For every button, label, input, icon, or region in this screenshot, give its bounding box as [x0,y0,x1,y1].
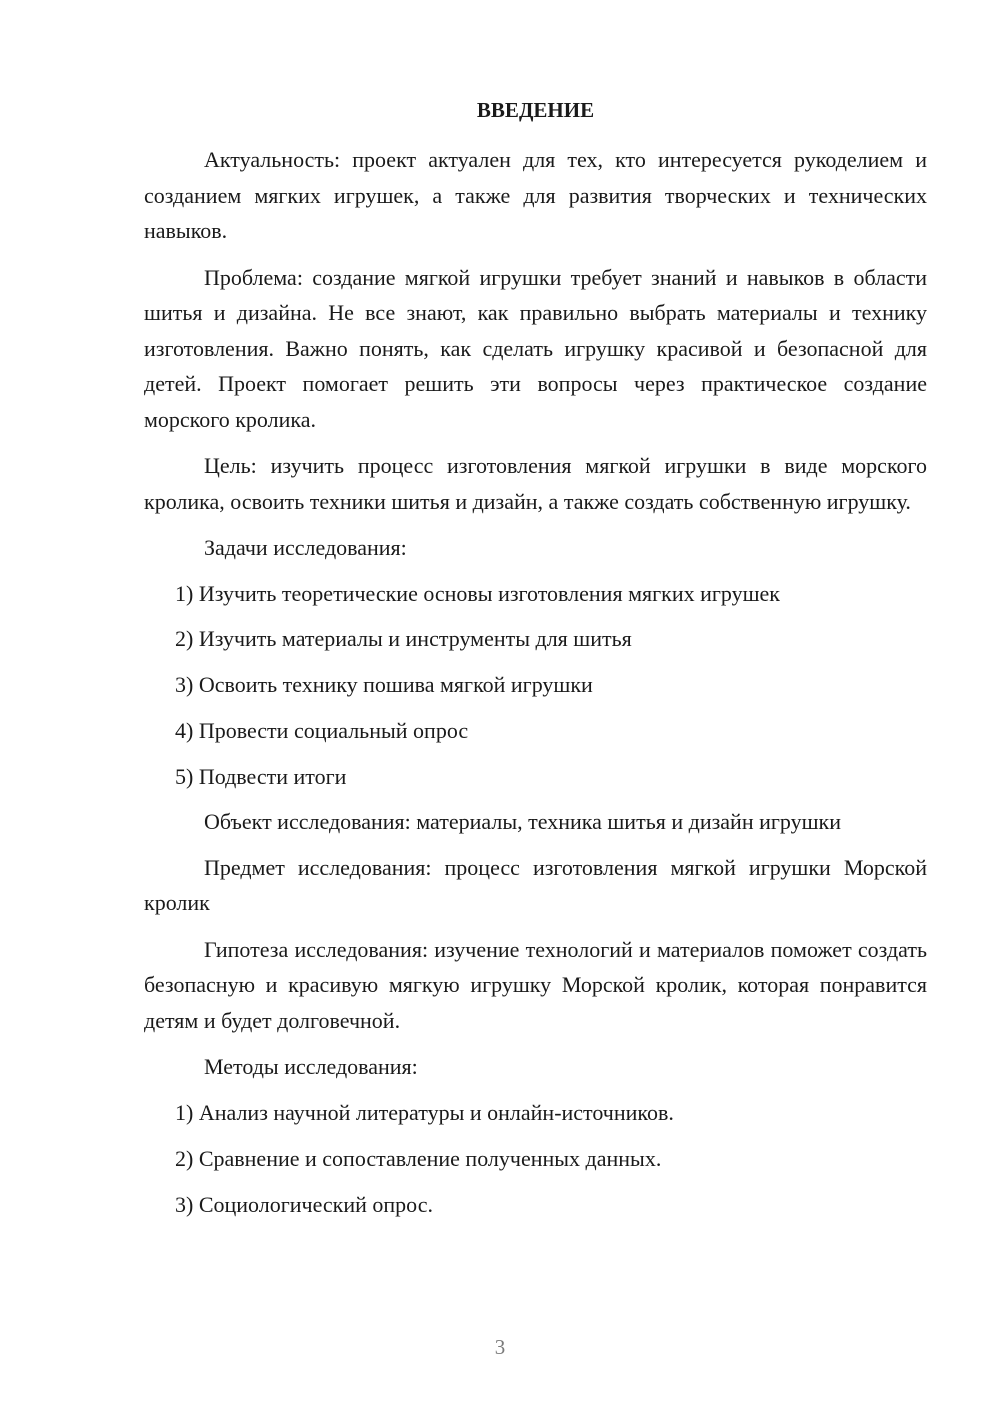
relevance-paragraph: Актуальность: проект актуален для тех, кто интересуется рукоделием и созданием мягких игрушек, а также для развития творческих и технических навыков. [144,147,927,243]
methods-heading: Методы исследования: [204,1054,418,1080]
list-item: 3) Освоить технику пошива мягкой игрушки [175,672,593,698]
list-item: 2) Изучить материалы и инструменты для шитья [175,626,632,652]
goal-paragraph: Цель: изучить процесс изготовления мягкой игрушки в виде морского кролика, освоить техники шитья и дизайн, а также создать собственную игрушку. [144,453,927,514]
list-item: 3) Социологический опрос. [175,1191,433,1217]
page-content [144,93,927,1232]
page-title: ВВЕДЕНИЕ [476,98,595,122]
hypothesis-paragraph: Гипотеза исследования: изучение технологий и материалов поможет создать безопасную и красивую мягкую игрушку Морской кролик, которая понравится детям и будет долговечной. [144,936,927,1033]
subject-paragraph: Предмет исследования: процесс изготовления мягкой игрушки Морской кролик [144,854,927,916]
page-number: 3 [494,1335,506,1359]
list-item: 2) Сравнение и сопоставление полученных данных. [175,1145,662,1171]
methods-list [144,1095,927,1222]
problem-paragraph: Проблема: создание мягкой игрушки требует знаний и навыков в области шитья и дизайна. Не все знают, как правильно выбрать материалы и технику изготовления. Важно понять, как сделать игрушку красивой и безопасной для детей. Проект помогает решить эти вопросы через практическое создание морского кролика. [144,264,927,432]
list-item: 1) Изучить теоретические основы изготовления мягких игрушек [175,580,780,606]
list-item: 4) Провести социальный опрос [175,717,469,743]
list-item: 5) Подвести итоги [175,763,347,789]
list-item: 1) Анализ научной литературы и онлайн-источников. [175,1099,674,1125]
tasks-list [144,576,927,795]
object-paragraph: Объект исследования: материалы, техника шитья и дизайн игрушки [204,809,842,835]
tasks-heading: Задачи исследования: [204,535,407,560]
